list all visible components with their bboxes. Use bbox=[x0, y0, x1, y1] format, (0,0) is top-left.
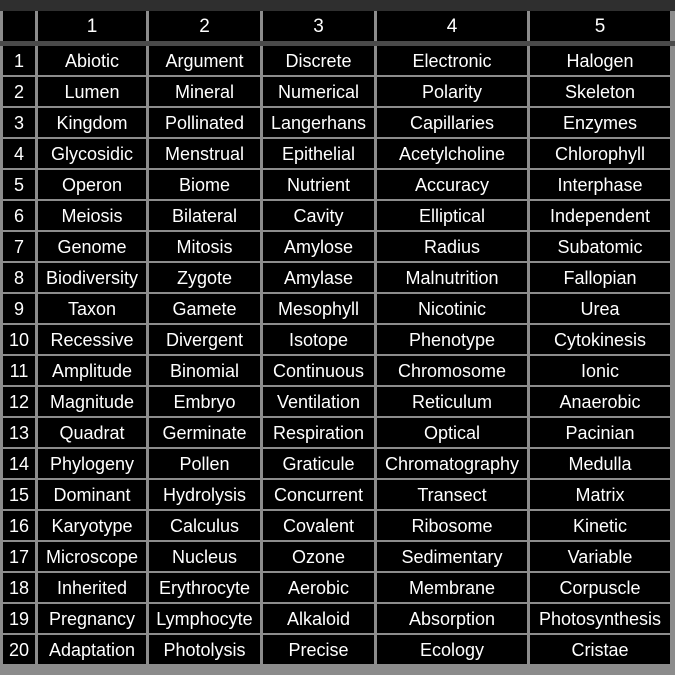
table-row bbox=[0, 449, 675, 478]
row-header[interactable]: 13 bbox=[3, 418, 35, 447]
table-cell[interactable]: Menstrual bbox=[149, 139, 260, 168]
table-cell[interactable]: Lumen bbox=[38, 77, 146, 106]
table-cell[interactable]: Argument bbox=[149, 46, 260, 75]
table-cell[interactable]: Photolysis bbox=[149, 635, 260, 664]
table-cell[interactable]: Lymphocyte bbox=[149, 604, 260, 633]
table-cell[interactable]: Chromatography bbox=[377, 449, 527, 478]
table-cell[interactable]: Glycosidic bbox=[38, 139, 146, 168]
table-cell[interactable]: Interphase bbox=[530, 170, 670, 199]
table-cell[interactable]: Pollen bbox=[149, 449, 260, 478]
column-header-4[interactable]: 4 bbox=[377, 11, 527, 41]
table-cell[interactable]: Cytokinesis bbox=[530, 325, 670, 354]
table-row bbox=[0, 511, 675, 540]
table-cell[interactable]: Gamete bbox=[149, 294, 260, 323]
table-cell[interactable]: Elliptical bbox=[377, 201, 527, 230]
table-cell[interactable]: Mesophyll bbox=[263, 294, 374, 323]
table-cell[interactable]: Alkaloid bbox=[263, 604, 374, 633]
table-cell[interactable]: Covalent bbox=[263, 511, 374, 540]
row-header[interactable]: 11 bbox=[3, 356, 35, 385]
column-header-3[interactable]: 3 bbox=[263, 11, 374, 41]
table-cell[interactable]: Quadrat bbox=[38, 418, 146, 447]
row-header[interactable]: 14 bbox=[3, 449, 35, 478]
table-cell[interactable]: Concurrent bbox=[263, 480, 374, 509]
table-row bbox=[0, 170, 675, 199]
table-cell[interactable]: Independent bbox=[530, 201, 670, 230]
table-cell[interactable]: Operon bbox=[38, 170, 146, 199]
table-cell[interactable]: Cristae bbox=[530, 635, 670, 664]
table-cell[interactable]: Graticule bbox=[263, 449, 374, 478]
table-cell[interactable]: Binomial bbox=[149, 356, 260, 385]
table-row bbox=[0, 139, 675, 168]
table-cell[interactable]: Capillaries bbox=[377, 108, 527, 137]
table-cell[interactable]: Precise bbox=[263, 635, 374, 664]
table-cell[interactable]: Ecology bbox=[377, 635, 527, 664]
table-cell[interactable]: Polarity bbox=[377, 77, 527, 106]
column-header-2[interactable]: 2 bbox=[149, 11, 260, 41]
table-row bbox=[0, 387, 675, 416]
row-header[interactable]: 15 bbox=[3, 480, 35, 509]
table-cell[interactable]: Respiration bbox=[263, 418, 374, 447]
table-cell[interactable]: Mineral bbox=[149, 77, 260, 106]
table-cell[interactable]: Chlorophyll bbox=[530, 139, 670, 168]
table-cell[interactable]: Photosynthesis bbox=[530, 604, 670, 633]
table-cell[interactable]: Inherited bbox=[38, 573, 146, 602]
table-row bbox=[0, 77, 675, 106]
table-cell[interactable]: Amylase bbox=[263, 263, 374, 292]
table-cell[interactable]: Amylose bbox=[263, 232, 374, 261]
table-cell[interactable]: Matrix bbox=[530, 480, 670, 509]
table-cell[interactable]: Cavity bbox=[263, 201, 374, 230]
table-cell[interactable]: Corpuscle bbox=[530, 573, 670, 602]
table-cell[interactable]: Adaptation bbox=[38, 635, 146, 664]
row-header[interactable]: 8 bbox=[3, 263, 35, 292]
table-row bbox=[0, 325, 675, 354]
table-cell[interactable]: Kinetic bbox=[530, 511, 670, 540]
table-cell[interactable]: Biome bbox=[149, 170, 260, 199]
table-cell[interactable]: Transect bbox=[377, 480, 527, 509]
table-cell[interactable]: Mitosis bbox=[149, 232, 260, 261]
table-cell[interactable]: Erythrocyte bbox=[149, 573, 260, 602]
table-row bbox=[0, 418, 675, 447]
row-header[interactable]: 10 bbox=[3, 325, 35, 354]
table-cell[interactable]: Acetylcholine bbox=[377, 139, 527, 168]
table-cell[interactable]: Chromosome bbox=[377, 356, 527, 385]
row-header[interactable]: 1 bbox=[3, 46, 35, 75]
table-cell[interactable]: Urea bbox=[530, 294, 670, 323]
table-cell[interactable]: Zygote bbox=[149, 263, 260, 292]
row-header[interactable]: 7 bbox=[3, 232, 35, 261]
table-cell[interactable]: Electronic bbox=[377, 46, 527, 75]
row-header[interactable]: 19 bbox=[3, 604, 35, 633]
table-cell[interactable]: Ventilation bbox=[263, 387, 374, 416]
table-cell[interactable]: Karyotype bbox=[38, 511, 146, 540]
table-cell[interactable]: Magnitude bbox=[38, 387, 146, 416]
column-header-1[interactable]: 1 bbox=[38, 11, 146, 41]
table-cell[interactable]: Malnutrition bbox=[377, 263, 527, 292]
table-cell[interactable]: Pollinated bbox=[149, 108, 260, 137]
row-header[interactable]: 4 bbox=[3, 139, 35, 168]
table-row bbox=[0, 201, 675, 230]
table-cell[interactable]: Embryo bbox=[149, 387, 260, 416]
table-cell[interactable]: Phenotype bbox=[377, 325, 527, 354]
top-strip bbox=[0, 0, 675, 11]
row-header[interactable]: 6 bbox=[3, 201, 35, 230]
table-cell[interactable]: Absorption bbox=[377, 604, 527, 633]
corner-cell bbox=[3, 11, 35, 41]
row-header[interactable]: 3 bbox=[3, 108, 35, 137]
column-header-5[interactable]: 5 bbox=[530, 11, 670, 41]
table-row bbox=[0, 46, 675, 75]
table-row bbox=[0, 635, 675, 664]
table-cell[interactable]: Phylogeny bbox=[38, 449, 146, 478]
table-cell[interactable]: Genome bbox=[38, 232, 146, 261]
table-row bbox=[0, 108, 675, 137]
row-header[interactable]: 5 bbox=[3, 170, 35, 199]
table-row bbox=[0, 232, 675, 261]
table-cell[interactable]: Medulla bbox=[530, 449, 670, 478]
table-cell[interactable]: Ribosome bbox=[377, 511, 527, 540]
table-cell[interactable]: Skeleton bbox=[530, 77, 670, 106]
word-grid-table bbox=[0, 11, 675, 675]
row-header[interactable]: 12 bbox=[3, 387, 35, 416]
table-row bbox=[0, 480, 675, 509]
row-header[interactable]: 17 bbox=[3, 542, 35, 571]
table-cell[interactable]: Enzymes bbox=[530, 108, 670, 137]
table-cell[interactable]: Ozone bbox=[263, 542, 374, 571]
row-header[interactable]: 20 bbox=[3, 635, 35, 664]
table-cell[interactable]: Discrete bbox=[263, 46, 374, 75]
table-cell[interactable]: Ionic bbox=[530, 356, 670, 385]
table-cell[interactable]: Nucleus bbox=[149, 542, 260, 571]
table-cell[interactable]: Microscope bbox=[38, 542, 146, 571]
table-cell[interactable]: Epithelial bbox=[263, 139, 374, 168]
table-cell[interactable]: Subatomic bbox=[530, 232, 670, 261]
table-cell[interactable]: Taxon bbox=[38, 294, 146, 323]
table-cell[interactable]: Aerobic bbox=[263, 573, 374, 602]
table-cell[interactable]: Continuous bbox=[263, 356, 374, 385]
row-header[interactable]: 2 bbox=[3, 77, 35, 106]
table-cell[interactable]: Fallopian bbox=[530, 263, 670, 292]
table-cell[interactable]: Reticulum bbox=[377, 387, 527, 416]
row-header[interactable]: 9 bbox=[3, 294, 35, 323]
table-cell[interactable]: Bilateral bbox=[149, 201, 260, 230]
table-cell[interactable]: Germinate bbox=[149, 418, 260, 447]
table-cell[interactable]: Calculus bbox=[149, 511, 260, 540]
table-cell[interactable]: Accuracy bbox=[377, 170, 527, 199]
table-cell[interactable]: Kingdom bbox=[38, 108, 146, 137]
table-cell[interactable]: Membrane bbox=[377, 573, 527, 602]
table-row bbox=[0, 604, 675, 633]
table-cell[interactable]: Biodiversity bbox=[38, 263, 146, 292]
table-cell[interactable]: Dominant bbox=[38, 480, 146, 509]
table-cell[interactable]: Amplitude bbox=[38, 356, 146, 385]
table-cell[interactable]: Divergent bbox=[149, 325, 260, 354]
table-cell[interactable]: Halogen bbox=[530, 46, 670, 75]
table-cell[interactable]: Recessive bbox=[38, 325, 146, 354]
table-row bbox=[0, 356, 675, 385]
row-header[interactable]: 16 bbox=[3, 511, 35, 540]
table-row bbox=[0, 263, 675, 292]
table-cell[interactable]: Pacinian bbox=[530, 418, 670, 447]
table-cell[interactable]: Meiosis bbox=[38, 201, 146, 230]
column-header-row bbox=[0, 11, 675, 41]
table-cell[interactable]: Nicotinic bbox=[377, 294, 527, 323]
table-cell[interactable]: Abiotic bbox=[38, 46, 146, 75]
table-cell[interactable]: Radius bbox=[377, 232, 527, 261]
table-cell[interactable]: Hydrolysis bbox=[149, 480, 260, 509]
table-row bbox=[0, 294, 675, 323]
table-cell[interactable]: Pregnancy bbox=[38, 604, 146, 633]
row-header[interactable]: 18 bbox=[3, 573, 35, 602]
table-cell[interactable]: Optical bbox=[377, 418, 527, 447]
table-cell[interactable]: Sedimentary bbox=[377, 542, 527, 571]
table-cell[interactable]: Anaerobic bbox=[530, 387, 670, 416]
table-row bbox=[0, 573, 675, 602]
table-cell[interactable]: Isotope bbox=[263, 325, 374, 354]
table-cell[interactable]: Numerical bbox=[263, 77, 374, 106]
table-cell[interactable]: Nutrient bbox=[263, 170, 374, 199]
table-cell[interactable]: Variable bbox=[530, 542, 670, 571]
table-row bbox=[0, 542, 675, 571]
table-cell[interactable]: Langerhans bbox=[263, 108, 374, 137]
